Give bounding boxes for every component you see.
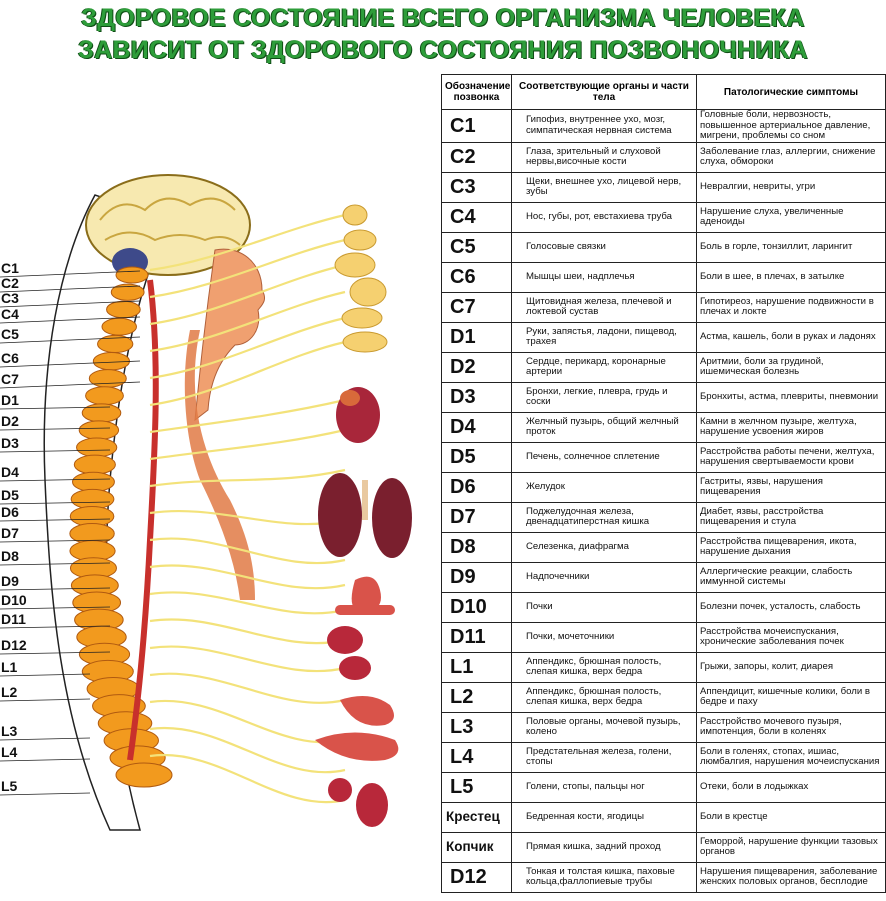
symptoms-cell: Головные боли, нервозность, повышенное артериальное давление, мигрени, проблемы со сном <box>697 110 886 143</box>
symptoms-cell: Камни в желчном пузыре, желтуха, нарушение усвоения жиров <box>697 412 886 442</box>
vertebra-code: D2 <box>442 352 512 382</box>
organs-cell: Руки, запястья, ладони, пищевод, трахея <box>512 322 697 352</box>
organs-cell: Желудок <box>512 472 697 502</box>
vertebra-label: D9 <box>1 573 19 589</box>
table-row <box>442 352 886 382</box>
nerve-line <box>150 647 345 672</box>
vertebra-code: D4 <box>442 412 512 442</box>
vertebra-label: D1 <box>1 392 19 408</box>
symptoms-cell: Боли в крестце <box>697 802 886 832</box>
vertebra-code: D3 <box>442 382 512 412</box>
spine-nerve-illustration <box>0 70 440 901</box>
vertebra-code: L2 <box>442 682 512 712</box>
symptoms-cell: Бронхиты, астма, плевриты, пневмонии <box>697 382 886 412</box>
vertebra-code: D11 <box>442 622 512 652</box>
title-line-1: ЗДОРОВОЕ СОСТОЯНИЕ ВСЕГО ОРГАНИЗМА ЧЕЛОВЕКА <box>81 4 805 32</box>
nerve-line <box>150 430 345 459</box>
organs-cell: Бедренная кости, ягодицы <box>512 802 697 832</box>
vertebra-symptom-table <box>441 74 886 893</box>
organs-cell: Поджелудочная железа, двенадцатиперстная кишка <box>512 502 697 532</box>
vertebra-block <box>86 387 124 405</box>
symptoms-cell: Аритмии, боли за грудиной, ишемическая болезнь <box>697 352 886 382</box>
vertebra-code: D7 <box>442 502 512 532</box>
symptoms-cell: Боли в шее, в плечах, в затылке <box>697 262 886 292</box>
symptoms-cell: Расстройства пищеварения, икота, нарушение дыхания <box>697 532 886 562</box>
table-row <box>442 442 886 472</box>
table-row <box>442 412 886 442</box>
table-row <box>442 772 886 802</box>
header-organs: Соответствующие органы и части тела <box>512 75 697 110</box>
table-row <box>442 262 886 292</box>
vertebra-code: C1 <box>442 110 512 143</box>
organs-cell: Надпочечники <box>512 562 697 592</box>
vertebra-label: C4 <box>1 306 19 322</box>
table-row <box>442 292 886 322</box>
vertebra-code: Крестец <box>442 802 512 832</box>
vertebra-code: C2 <box>442 142 512 172</box>
vertebra-label: L5 <box>1 778 18 794</box>
vertebra-block <box>93 353 129 370</box>
table-row <box>442 322 886 352</box>
organs-cell: Гипофиз, внутреннее ухо, мозг, симпатическая нервная система <box>512 110 697 143</box>
symptoms-cell: Астма, кашель, боли в руках и ладонях <box>697 322 886 352</box>
vertebra-code: L1 <box>442 652 512 682</box>
table-row <box>442 712 886 742</box>
vertebra-block <box>107 301 141 318</box>
face <box>195 249 265 420</box>
organs-cell: Предстательная железа, голени, стопы <box>512 742 697 772</box>
organs-cell: Тонкая и толстая кишка, паховые кольца,фаллопиевые трубы <box>512 862 697 892</box>
symptoms-cell: Боли в голенях, стопах, ишиас, люмбалгия, нарушения мочеиспускания <box>697 742 886 772</box>
header-symptoms: Патологические симптомы <box>697 75 886 110</box>
vertebra-label: C7 <box>1 371 19 387</box>
vertebra-label: L4 <box>1 744 18 760</box>
vertebra-block <box>89 370 126 388</box>
nerve-line <box>150 511 345 524</box>
table-row <box>442 232 886 262</box>
table-row <box>442 802 886 832</box>
organs-cell: Аппендикс, брюшная полость, слепая кишка, верх бедра <box>512 652 697 682</box>
vertebra-label: D8 <box>1 548 19 564</box>
symptoms-cell: Грыжи, запоры, колит, диарея <box>697 652 886 682</box>
vertebra-block <box>116 267 148 283</box>
table-row <box>442 562 886 592</box>
table-row <box>442 742 886 772</box>
organs-cell: Глаза, зрительный и слуховой нервы,височные кости <box>512 142 697 172</box>
vertebra-code: L4 <box>442 742 512 772</box>
vertebra-code: C6 <box>442 262 512 292</box>
nerve-line <box>150 755 345 802</box>
organs-cell: Половые органы, мочевой пузырь, колено <box>512 712 697 742</box>
vertebra-label: C5 <box>1 326 19 342</box>
symptoms-cell: Диабет, язвы, расстройства пищеварения и стула <box>697 502 886 532</box>
vertebra-label: D10 <box>1 592 27 608</box>
table-row <box>442 862 886 892</box>
organs-cell: Нос, губы, рот, евстахиева труба <box>512 202 697 232</box>
organs-cell: Селезенка, диафрагма <box>512 532 697 562</box>
symptoms-cell: Гастриты, язвы, нарушения пищеварения <box>697 472 886 502</box>
organs-cell: Желчный пузырь, общий желчный проток <box>512 412 697 442</box>
organs-cell: Прямая кишка, задний проход <box>512 832 697 862</box>
table-row <box>442 652 886 682</box>
table-row <box>442 502 886 532</box>
neck-ribbon <box>185 330 255 600</box>
symptoms-cell: Аллергические реакции, слабость иммунной системы <box>697 562 886 592</box>
vertebra-label: C3 <box>1 290 19 306</box>
nerve-line <box>150 400 345 432</box>
organs-cell: Голосовые связки <box>512 232 697 262</box>
symptoms-cell: Отеки, боли в лодыжках <box>697 772 886 802</box>
symptoms-cell: Расстройство мочевого пузыря, импотенция, боли в коленях <box>697 712 886 742</box>
vertebra-code: D12 <box>442 862 512 892</box>
vertebra-label: D4 <box>1 464 19 480</box>
vertebra-code: D1 <box>442 322 512 352</box>
vertebra-code: D6 <box>442 472 512 502</box>
table-row <box>442 532 886 562</box>
vertebra-block <box>116 763 172 787</box>
nerve-line <box>150 728 345 772</box>
table-row <box>442 682 886 712</box>
organs-cell: Голени, стопы, пальцы ног <box>512 772 697 802</box>
vertebra-block <box>82 404 121 422</box>
vertebra-block <box>102 318 136 335</box>
table-row <box>442 142 886 172</box>
vertebra-block <box>74 455 115 474</box>
symptoms-cell: Расстройства мочеиспускания, хронические заболевания почек <box>697 622 886 652</box>
vertebra-label: D11 <box>1 611 26 627</box>
vertebra-label: D3 <box>1 435 19 451</box>
symptoms-cell: Болезни почек, усталость, слабость <box>697 592 886 622</box>
nerve-line <box>150 620 345 644</box>
table-row <box>442 472 886 502</box>
vertebra-label: L3 <box>1 723 18 739</box>
vertebra-label: D5 <box>1 487 19 503</box>
symptoms-cell: Невралгии, невриты, угри <box>697 172 886 202</box>
vertebra-code: D9 <box>442 562 512 592</box>
nerve-line <box>150 674 345 703</box>
table-row <box>442 172 886 202</box>
vertebra-code: C5 <box>442 232 512 262</box>
vertebra-code: Копчик <box>442 832 512 862</box>
table-row <box>442 202 886 232</box>
organs-cell: Сердце, перикард, коронарные артерии <box>512 352 697 382</box>
vertebra-label: C1 <box>1 260 19 276</box>
vertebra-label: D12 <box>1 637 27 653</box>
organs-cell: Щитовидная железа, плечевой и локтевой сустав <box>512 292 697 322</box>
vertebra-label: D7 <box>1 525 19 541</box>
vertebra-code: D10 <box>442 592 512 622</box>
vertebra-code: D8 <box>442 532 512 562</box>
organs-cell: Щеки, внешнее ухо, лицевой нерв, зубы <box>512 172 697 202</box>
vertebra-code: C4 <box>442 202 512 232</box>
organs-cell: Печень, солнечное сплетение <box>512 442 697 472</box>
vertebra-code: C3 <box>442 172 512 202</box>
vertebra-code: L3 <box>442 712 512 742</box>
upper-organs <box>335 205 387 352</box>
vertebra-label: L2 <box>1 684 18 700</box>
table-row <box>442 382 886 412</box>
symptoms-cell: Заболевание глаз, аллергии, снижение слуха, обмороки <box>697 142 886 172</box>
symptoms-cell: Гипотиреоз, нарушение подвижности в плечах и локте <box>697 292 886 322</box>
symptoms-cell: Боль в горле, тонзиллит, ларингит <box>697 232 886 262</box>
vertebra-block <box>77 438 117 457</box>
organs-cell: Почки, мочеточники <box>512 622 697 652</box>
organs-cell: Мышцы шеи, надплечья <box>512 262 697 292</box>
table-row <box>442 110 886 143</box>
symptoms-cell: Расстройства работы печени, желтуха, нарушения свертываемости крови <box>697 442 886 472</box>
vertebra-label: D6 <box>1 504 19 520</box>
vertebra-label: L1 <box>1 659 18 675</box>
vertebra-label: D2 <box>1 413 19 429</box>
symptoms-cell: Нарушение слуха, увеличенные аденоиды <box>697 202 886 232</box>
symptoms-cell: Геморрой, нарушение функции тазовых органов <box>697 832 886 862</box>
table-row <box>442 592 886 622</box>
organs-cell: Почки <box>512 592 697 622</box>
nerve-line <box>150 470 345 486</box>
symptoms-cell: Нарушения пищеварения, заболевание женских половых органов, бесплодие <box>697 862 886 892</box>
vertebra-block <box>72 472 114 491</box>
nerve-line <box>150 701 345 742</box>
vertebra-label: C2 <box>1 275 19 291</box>
header-vertebra: Обозначение позвонка <box>442 75 512 110</box>
title-line-2: ЗАВИСИТ ОТ ЗДОРОВОГО СОСТОЯНИЯ ПОЗВОНОЧНИКА <box>78 36 808 64</box>
table-row <box>442 622 886 652</box>
vertebra-code: C7 <box>442 292 512 322</box>
table-row <box>442 832 886 862</box>
vertebra-block <box>79 421 118 439</box>
lungs <box>318 473 412 558</box>
heart <box>336 387 380 443</box>
organs-cell: Бронхи, легкие, плевра, грудь и соски <box>512 382 697 412</box>
symptoms-cell: Аппендицит, кишечные колики, боли в бедре и паху <box>697 682 886 712</box>
vertebra-code: L5 <box>442 772 512 802</box>
table-header-row <box>442 75 886 110</box>
vertebra-code: D5 <box>442 442 512 472</box>
organs-cell: Аппендикс, брюшная полость, слепая кишка, верх бедра <box>512 682 697 712</box>
vertebra-label: C6 <box>1 350 19 366</box>
